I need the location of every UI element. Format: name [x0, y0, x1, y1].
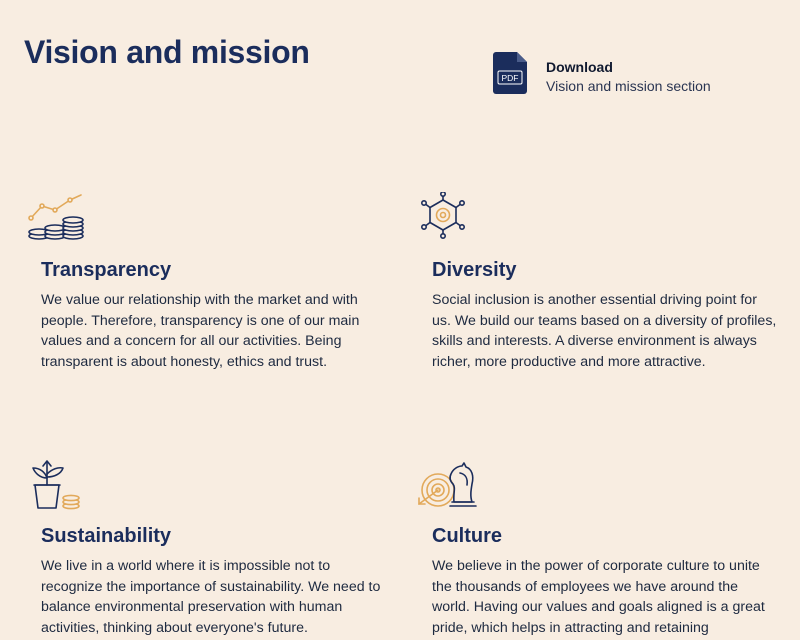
download-label[interactable]: Download — [546, 59, 613, 75]
value-title: Sustainability — [41, 525, 172, 547]
value-text: We live in a world where it is impossible not to recognize the importance of sustainability. We need to balance environmental preservation with human activities, thinking about everyone's future. — [41, 558, 381, 636]
value-title: Diversity — [432, 259, 517, 281]
pdf-icon-label: PDF — [501, 73, 519, 83]
download-subtitle[interactable]: Vision and mission section — [546, 78, 711, 94]
plant-coins-icon — [25, 458, 87, 510]
pdf-file-icon — [493, 52, 527, 94]
page-title: Vision and mission — [24, 34, 310, 70]
value-text: We value our relationship with the market and with people. Therefore, transparency is one of our main values and a concern for all our activities. Being transparent is about honesty, ethics and trust. — [41, 292, 360, 370]
value-text: Social inclusion is another essential driving point for us. We build our teams based on a diversity of profiles, skills and interests. A diverse environment is always richer, more productive and more attractive. — [432, 292, 777, 370]
growth-coins-icon — [25, 192, 87, 244]
value-text: We believe in the power of corporate culture to unite the thousands of employees we have around the world. Having our values and goals aligned is a great pride, which helps in attracting and retaining — [432, 558, 765, 636]
value-title: Transparency — [41, 259, 172, 281]
target-chess-knight-icon — [416, 458, 478, 510]
download-pdf-link[interactable] — [493, 52, 711, 94]
network-hexagon-icon — [416, 192, 478, 244]
value-title: Culture — [432, 525, 502, 547]
